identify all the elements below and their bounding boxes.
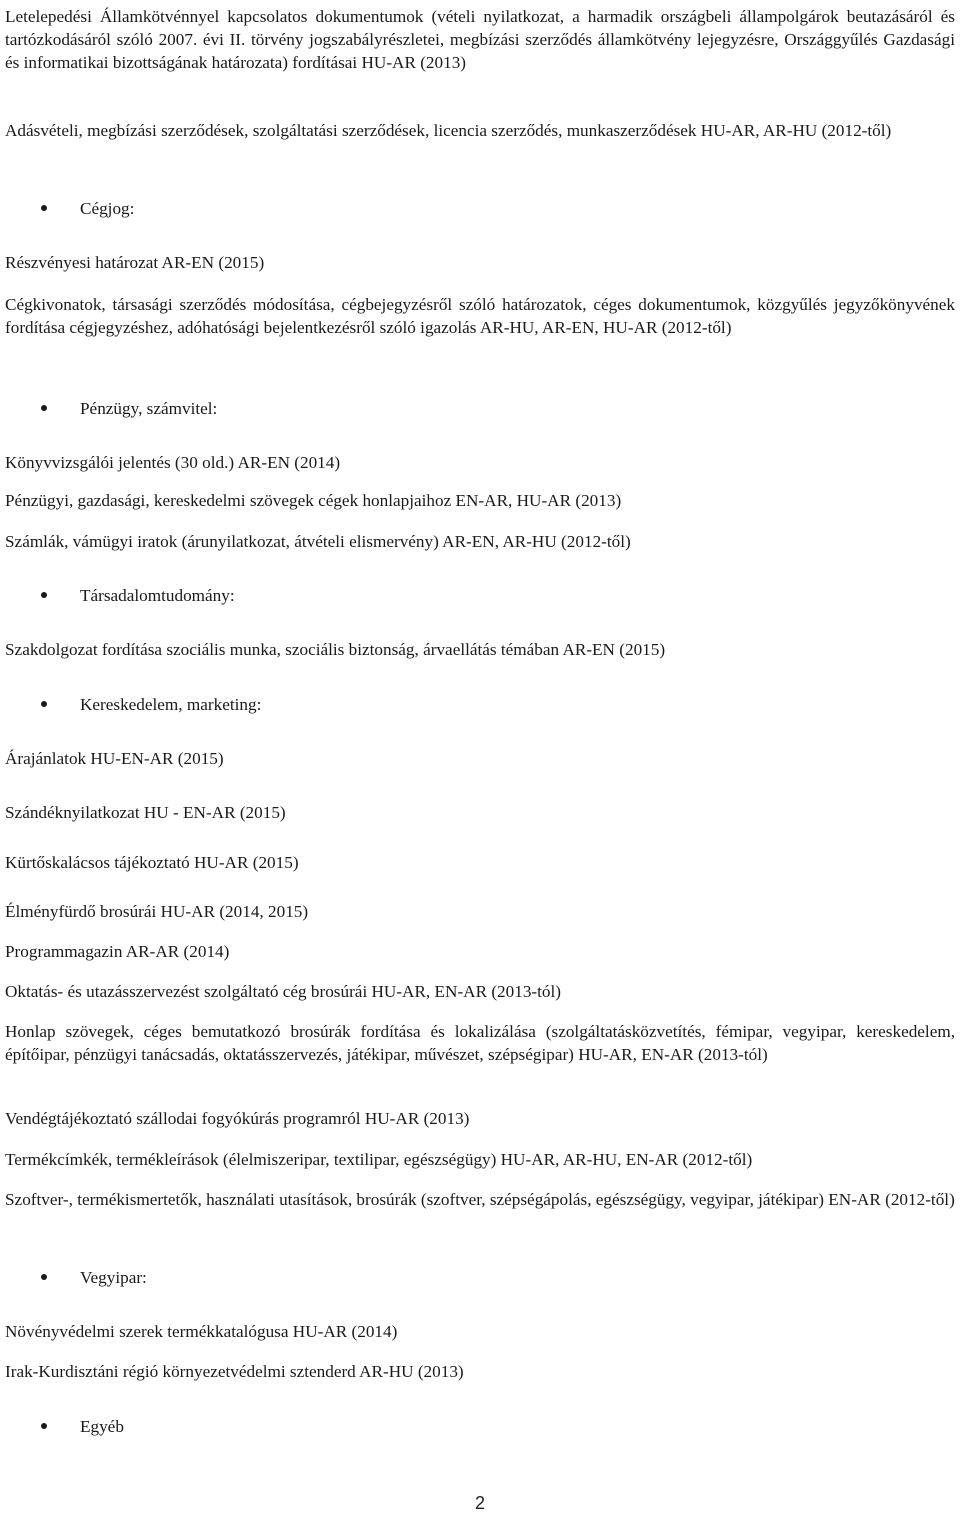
paragraph-travel-brochures: Oktatás- és utazásszervezést szolgáltató cég brosúrái HU-AR, EN-AR (2013-tól): [5, 982, 562, 1001]
paragraph-website-texts: Honlap szövegek, céges bemutatkozó brosúrák fordítása és lokalizálása (szolgáltatásközvetítés, fémipar, vegyipar, kereskedelem, építőipar, pénzügyi tanácsadás, oktatásszervezés, játékipar, művészet, szépségipar) HU-AR, EN-AR (2013-tól): [5, 1022, 955, 1064]
paragraph-audit-report: Könyvvizsgálói jelentés (30 old.) AR-EN (2014): [5, 453, 341, 472]
paragraph-thesis: Szakdolgozat fordítása szociális munka, szociális biztonság, árvaellátás témában AR-EN (2015): [5, 640, 666, 659]
bullet-item-chemical-industry: [5, 1266, 955, 1289]
paragraph-shareholder-resolution: Részvényesi határozat AR-EN (2015): [5, 253, 265, 272]
bullet-label: Cégjog:: [80, 199, 135, 218]
paragraph-kurdistan-standard: Irak-Kurdisztáni régió környezetvédelmi sztenderd AR-HU (2013): [5, 1362, 464, 1381]
bullet-item-social-science: [5, 584, 955, 607]
bullet-item-finance: [5, 397, 955, 420]
bullet-item-other: [5, 1415, 955, 1438]
paragraph-product-labels: Termékcímkék, termékleírások (élelmiszeripar, textilipar, egészségügy) HU-AR, AR-HU, EN-AR (2012-től): [5, 1150, 753, 1169]
bullet-label: Pénzügy, számvitel:: [80, 399, 218, 418]
bullet-label: Egyéb: [80, 1417, 124, 1436]
bullet-dot-icon: [41, 1423, 47, 1429]
bullet-label: Társadalomtudomány:: [80, 586, 235, 605]
bullet-item-commerce-marketing: [5, 693, 955, 716]
page-number: 2: [474, 1493, 485, 1513]
paragraph-program-magazine: Programmagazin AR-AR (2014): [5, 942, 230, 961]
bullet-dot-icon: [41, 405, 47, 411]
paragraph-price-offers: Árajánlatok HU-EN-AR (2015): [5, 749, 224, 768]
paragraph-financial-texts: Pénzügyi, gazdasági, kereskedelmi szövegek cégek honlapjaihoz EN-AR, HU-AR (2013): [5, 491, 622, 510]
paragraph-hotel-guest-info: Vendégtájékoztató szállodai fogyókúrás programról HU-AR (2013): [5, 1109, 470, 1128]
bullet-label: Vegyipar:: [80, 1268, 147, 1287]
paragraph-chimney-cake-leaflet: Kürtőskalácsos tájékoztató HU-AR (2015): [5, 853, 299, 872]
paragraph-software-manuals: Szoftver-, termékismertetők, használati utasítások, brosúrák (szoftver, szépségápolás, egészségügy, vegyipar, játékipar) EN-AR (2012-től): [5, 1190, 955, 1209]
bullet-dot-icon: [41, 205, 47, 211]
paragraph-letter-of-intent: Szándéknyilatkozat HU - EN-AR (2015): [5, 803, 286, 822]
bullet-dot-icon: [41, 592, 47, 598]
paragraph-settlement-bond-docs: Letelepedési Államkötvénnyel kapcsolatos dokumentumok (vételi nyilatkozat, a harmadik országbeli állampolgárok beutazásáról és tartózkodásáról szóló 2007. évi II. törvény jogszabályrészletei, megbízási szerződés államkötvény lejegyzésre, Országgyűlés Gazdasági és informatikai bizottságának határozata) fordításai HU-AR (2013): [5, 7, 955, 72]
bullet-item-company-law: [5, 197, 955, 220]
bullet-dot-icon: [41, 1274, 47, 1280]
bullet-label: Kereskedelem, marketing:: [80, 695, 262, 714]
bullet-dot-icon: [41, 701, 47, 707]
paragraph-company-extracts: Cégkivonatok, társasági szerződés módosítása, cégbejegyzésről szóló határozatok, céges dokumentumok, közgyűlés jegyzőkönyvének fordítása cégjegyzéshez, adóhatósági bejelentkezésről szóló igazolás AR-HU, AR-EN, HU-AR (2012-től): [5, 295, 955, 337]
paragraph-invoices: Számlák, vámügyi iratok (árunyilatkozat, átvételi elismervény) AR-EN, AR-HU (2012-től): [5, 532, 631, 551]
paragraph-contracts: Adásvételi, megbízási szerződések, szolgáltatási szerződések, licencia szerződés, munkaszerződések HU-AR, AR-HU (2012-től): [5, 121, 892, 140]
paragraph-plant-protection-catalog: Növényvédelmi szerek termékkatalógusa HU-AR (2014): [5, 1322, 398, 1341]
paragraph-spa-brochures: Élményfürdő brosúrái HU-AR (2014, 2015): [5, 902, 309, 921]
